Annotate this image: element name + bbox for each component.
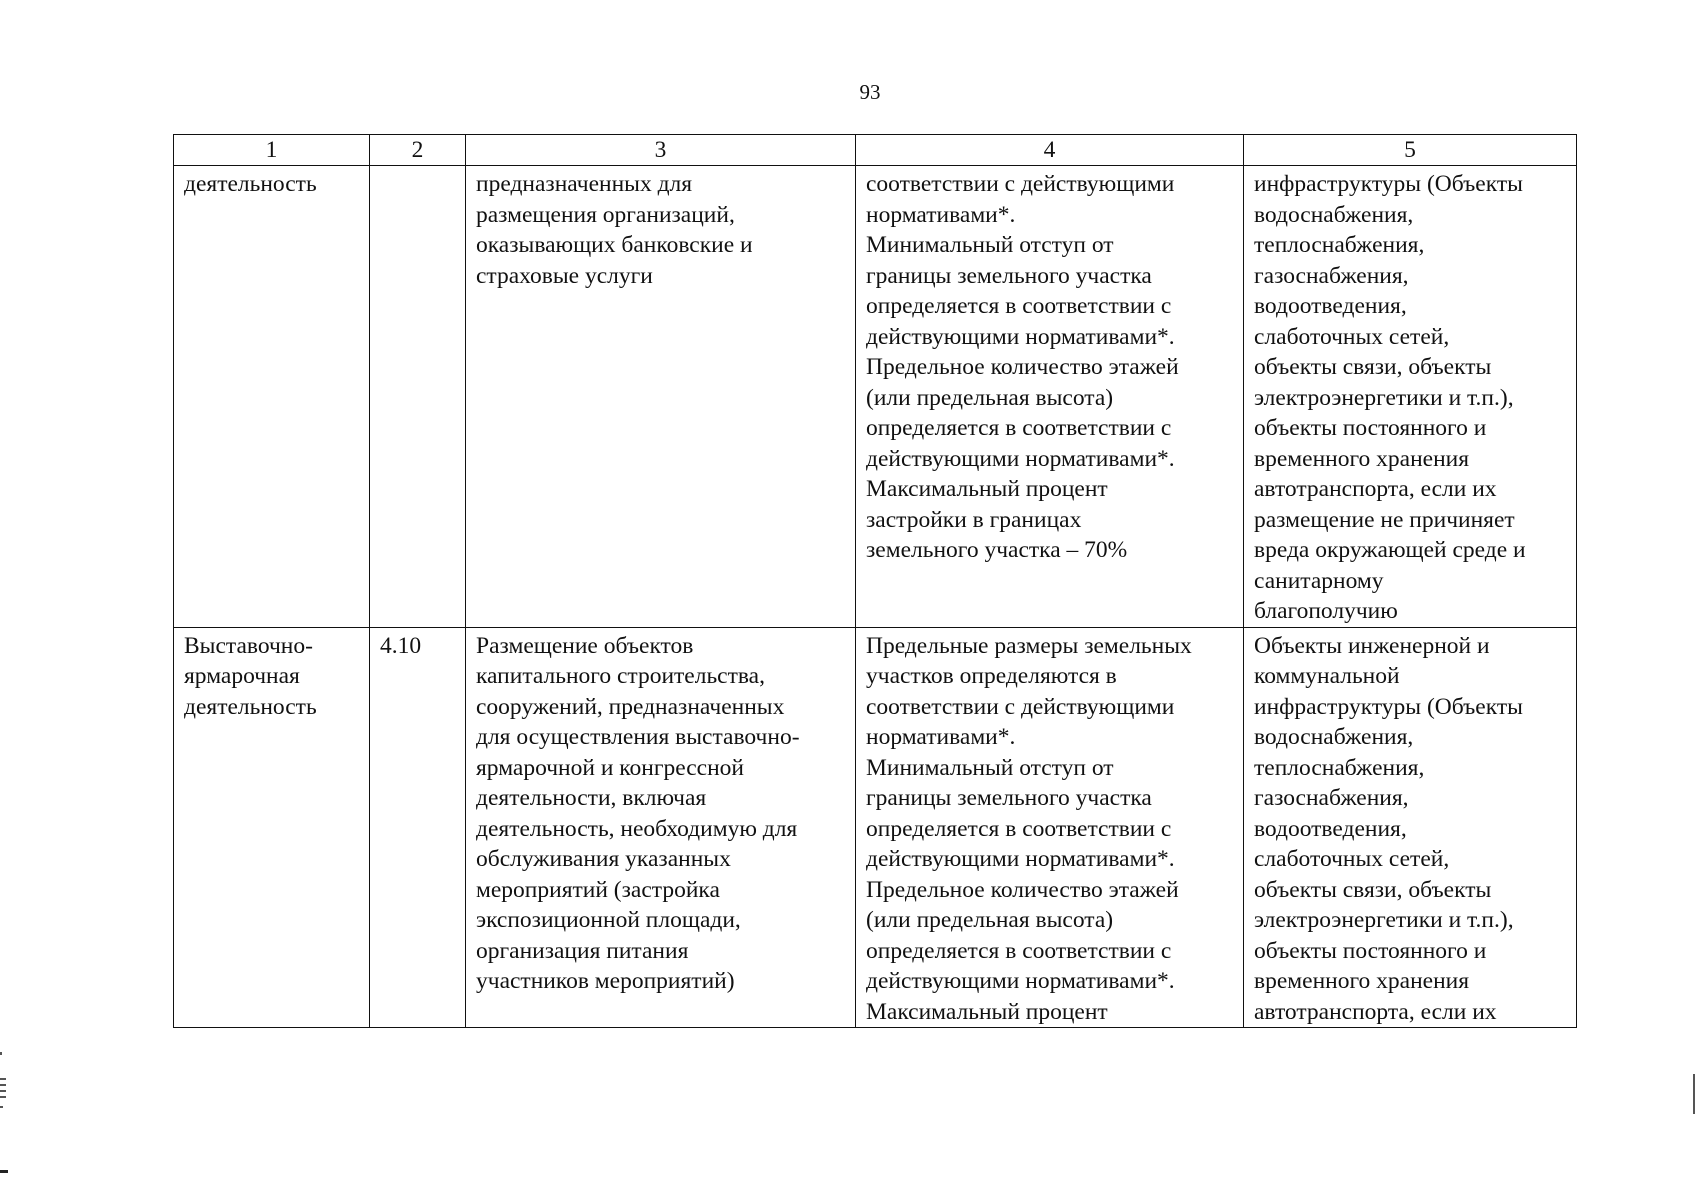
scan-edge-mark bbox=[0, 1078, 6, 1080]
scan-edge-mark bbox=[0, 1106, 3, 1108]
scan-edge-mark bbox=[0, 1084, 6, 1086]
land-use-table bbox=[173, 134, 1577, 1028]
table-header-row bbox=[174, 135, 1577, 166]
use-description-cell: предназначенных для размещения организаций, оказывающих банковские и страховые услуги bbox=[466, 166, 856, 628]
parameters-cell: Предельные размеры земельных участков определяются в соответствии с действующими нормативами*. Минимальный отступ от границы земельного участка определяется в соответствии с действующими нормативами*. Предельное количество этажей (или предельная высота) определяется в соответствии с действующими нормативами*. Максимальный процент bbox=[856, 627, 1244, 1028]
page-number: 93 bbox=[859, 80, 881, 104]
scan-edge-mark bbox=[0, 1090, 6, 1092]
auxiliary-objects-cell: инфраструктуры (Объекты водоснабжения, теплоснабжения, газоснабжения, водоотведения, слаботочных сетей, объекты связи, объекты электроэнергетики и т.п.), объекты постоянного и временного хранения автотранспорта, если их размещение не причиняет вреда окружающей среде и санитарному благополучию bbox=[1244, 166, 1577, 628]
table-row bbox=[174, 166, 1577, 628]
column-header-5: 5 bbox=[1244, 135, 1577, 166]
use-code-cell: 4.10 bbox=[370, 627, 466, 1028]
auxiliary-objects-cell: Объекты инженерной и коммунальной инфраструктуры (Объекты водоснабжения, теплоснабжения, газоснабжения, водоотведения, слаботочных сетей, объекты связи, объекты электроэнергетики и т.п.), объекты постоянного и временного хранения автотранспорта, если их bbox=[1244, 627, 1577, 1028]
scan-edge-mark bbox=[1693, 1074, 1695, 1114]
scan-edge-mark bbox=[0, 1170, 8, 1173]
column-header-1: 1 bbox=[174, 135, 370, 166]
use-type-cell: деятельность bbox=[174, 166, 370, 628]
column-header-3: 3 bbox=[466, 135, 856, 166]
table-row bbox=[174, 627, 1577, 1028]
parameters-cell: соответствии с действующими нормативами*. Минимальный отступ от границы земельного участка определяется в соответствии с действующими нормативами*. Предельное количество этажей (или предельная высота) определяется в соответствии с действующими нормативами*. Максимальный процент застройки в границах земельного участка – 70% bbox=[856, 166, 1244, 628]
scan-edge-mark bbox=[0, 1096, 6, 1098]
scan-edge-mark bbox=[0, 1052, 2, 1055]
use-description-cell: Размещение объектов капитального строительства, сооружений, предназначенных для осуществления выставочно- ярмарочной и конгрессной деятельности, включая деятельность, необходимую для обслуживания указанных мероприятий (застройка экспозиционной площади, организация питания участников мероприятий) bbox=[466, 627, 856, 1028]
column-header-2: 2 bbox=[370, 135, 466, 166]
column-header-4: 4 bbox=[856, 135, 1244, 166]
use-code-cell bbox=[370, 166, 466, 628]
use-type-cell: Выставочно- ярмарочная деятельность bbox=[174, 627, 370, 1028]
